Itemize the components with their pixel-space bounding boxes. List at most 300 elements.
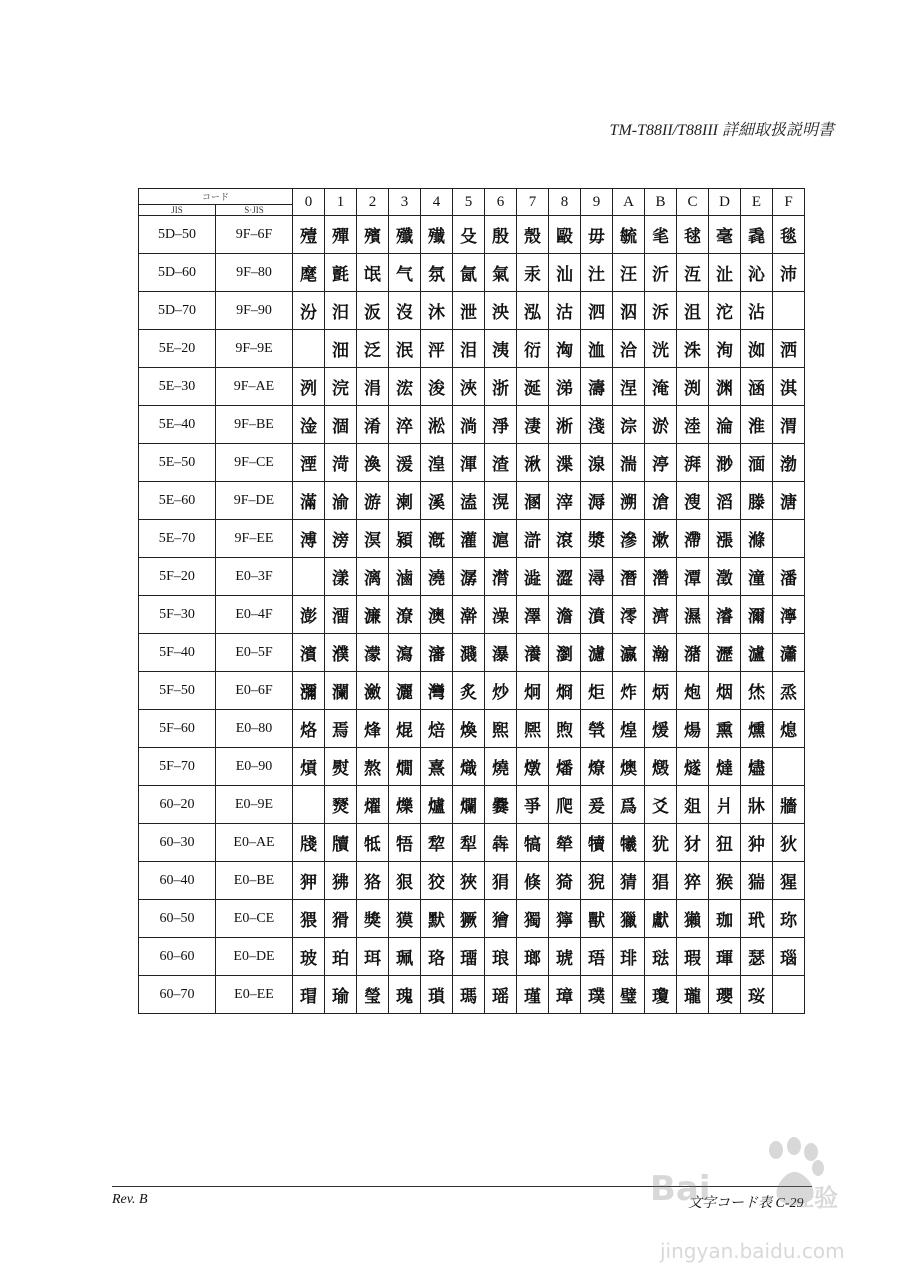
kanji-cell: 泛 (357, 330, 389, 368)
kanji-cell: 默 (421, 900, 453, 938)
jis-code-cell: 5E–40 (139, 406, 216, 444)
kanji-cell: 溪 (421, 482, 453, 520)
table-row (139, 254, 805, 292)
kanji-cell: 毬 (677, 216, 709, 254)
kanji-cell: 牴 (357, 824, 389, 862)
kanji-cell: 狷 (485, 862, 517, 900)
svg-text:jingyan.baidu.com: jingyan.baidu.com (660, 1239, 845, 1263)
sjis-code-cell: 9F–BE (216, 406, 293, 444)
kanji-cell: 漱 (645, 520, 677, 558)
kanji-cell: 溂 (389, 482, 421, 520)
kanji-cell: 燻 (741, 710, 773, 748)
sjis-code-cell: 9F–80 (216, 254, 293, 292)
kanji-cell: 澳 (421, 596, 453, 634)
kanji-cell: 牾 (389, 824, 421, 862)
kanji-cell: 澆 (421, 558, 453, 596)
kanji-cell: 焙 (421, 710, 453, 748)
kanji-cell: 滓 (549, 482, 581, 520)
kanji-cell: 氤 (453, 254, 485, 292)
sjis-code-cell: E0–5F (216, 634, 293, 672)
kanji-cell: 犲 (677, 824, 709, 862)
kanji-cell: 泪 (453, 330, 485, 368)
kanji-cell: 猥 (293, 900, 325, 938)
jis-code-cell: 5F–40 (139, 634, 216, 672)
kanji-cell: 瓔 (709, 976, 741, 1014)
kanji-cell: 燬 (645, 748, 677, 786)
kanji-cell: 濂 (357, 596, 389, 634)
jis-code-cell: 60–30 (139, 824, 216, 862)
kanji-cell: 炮 (677, 672, 709, 710)
kanji-cell: 沚 (709, 254, 741, 292)
kanji-cell: 淮 (741, 406, 773, 444)
kanji-cell: 湎 (741, 444, 773, 482)
kanji-cell: 獎 (357, 900, 389, 938)
kanji-cell: 洽 (613, 330, 645, 368)
kanji-cell: 狒 (325, 862, 357, 900)
footer-page-label: 文字コード表 C-29 (688, 1196, 804, 1211)
kanji-cell: 犂 (421, 824, 453, 862)
table-row (139, 292, 805, 330)
kanji-cell: 牀 (741, 786, 773, 824)
kanji-cell: 琲 (613, 938, 645, 976)
kanji-cell: 炳 (645, 672, 677, 710)
sjis-code-cell: E0–AE (216, 824, 293, 862)
kanji-cell: 湍 (613, 444, 645, 482)
kanji-cell: 煬 (677, 710, 709, 748)
kanji-cell: 滉 (485, 482, 517, 520)
kanji-cell: 气 (389, 254, 421, 292)
kanji-cell: 淨 (485, 406, 517, 444)
kanji-cell: 潭 (677, 558, 709, 596)
kanji-cell: 泄 (453, 292, 485, 330)
kanji-cell: 溟 (357, 520, 389, 558)
kanji-cell: 滲 (613, 520, 645, 558)
kanji-cell: 煌 (613, 710, 645, 748)
kanji-cell: 湃 (677, 444, 709, 482)
header-row-1 (139, 189, 805, 205)
kanji-cell: 濔 (741, 596, 773, 634)
kanji-cell: 淕 (677, 406, 709, 444)
kanji-cell: 滌 (741, 520, 773, 558)
kanji-cell: 浣 (325, 368, 357, 406)
kanji-cell: 猾 (325, 900, 357, 938)
table-row (139, 748, 805, 786)
hex-column-header: 3 (389, 189, 421, 216)
kanji-cell: 漑 (421, 520, 453, 558)
kanji-cell: 滕 (741, 482, 773, 520)
kanji-cell: 毯 (773, 216, 805, 254)
hex-column-header: 8 (549, 189, 581, 216)
sjis-code-cell: E0–90 (216, 748, 293, 786)
kanji-cell: 狆 (741, 824, 773, 862)
kanji-cell: 烟 (709, 672, 741, 710)
kanji-cell: 滂 (325, 520, 357, 558)
kanji-cell: 澑 (325, 596, 357, 634)
kanji-cell: 汳 (357, 292, 389, 330)
kanji-cell: 瀲 (357, 672, 389, 710)
kanji-cell: 犇 (485, 824, 517, 862)
kanji-cell: 烽 (357, 710, 389, 748)
kanji-cell: 狠 (389, 862, 421, 900)
kanji-cell: 沺 (325, 330, 357, 368)
jis-code-cell: 5F–30 (139, 596, 216, 634)
kanji-cell: 珸 (581, 938, 613, 976)
kanji-cell: 溥 (293, 520, 325, 558)
hex-column-header: E (741, 189, 773, 216)
kanji-cell: 淺 (581, 406, 613, 444)
kanji-cell: 焜 (389, 710, 421, 748)
kanji-cell: 濾 (581, 634, 613, 672)
table-row (139, 634, 805, 672)
kanji-cell: 潁 (389, 520, 421, 558)
kanji-cell: 淆 (357, 406, 389, 444)
kanji-cell: 熹 (421, 748, 453, 786)
kanji-cell: 滸 (517, 520, 549, 558)
kanji-cell: 滿 (293, 482, 325, 520)
kanji-cell: 殪 (293, 216, 325, 254)
kanji-cell: 獺 (677, 900, 709, 938)
kanji-cell: 猴 (709, 862, 741, 900)
kanji-cell: 濬 (709, 596, 741, 634)
kanji-cell: 泝 (645, 292, 677, 330)
hex-column-header: D (709, 189, 741, 216)
kanji-cell: 滬 (485, 520, 517, 558)
kanji-cell: 犹 (645, 824, 677, 862)
kanji-cell: 燔 (549, 748, 581, 786)
kanji-cell: 浚 (421, 368, 453, 406)
kanji-cell: 燎 (581, 748, 613, 786)
table-row (139, 710, 805, 748)
kanji-cell: 瀟 (773, 634, 805, 672)
table-row (139, 330, 805, 368)
kanji-cell: 泓 (517, 292, 549, 330)
sjis-code-cell: E0–EE (216, 976, 293, 1014)
kanji-cell: 瑟 (741, 938, 773, 976)
kanji-cell: 沱 (709, 292, 741, 330)
kanji-cell: 灣 (421, 672, 453, 710)
table-row (139, 216, 805, 254)
kanji-cell: 汢 (581, 254, 613, 292)
table-row (139, 672, 805, 710)
kanji-cell: 瑁 (293, 976, 325, 1014)
kanji-cell: 烙 (293, 710, 325, 748)
jis-code-cell: 5E–50 (139, 444, 216, 482)
kanji-cell: 熄 (773, 710, 805, 748)
kanji-cell: 浙 (485, 368, 517, 406)
kanji-cell: 珎 (773, 900, 805, 938)
kanji-cell: 渊 (709, 368, 741, 406)
kanji-cell: 濛 (357, 634, 389, 672)
baidu-watermark-logo (610, 1130, 850, 1270)
kanji-cell: 瑜 (325, 976, 357, 1014)
kanji-cell: 溘 (453, 482, 485, 520)
kanji-cell: 潺 (453, 558, 485, 596)
kanji-cell: 猜 (613, 862, 645, 900)
sjis-code-cell: 9F–90 (216, 292, 293, 330)
jis-code-cell: 5E–60 (139, 482, 216, 520)
kanji-cell: 麾 (293, 254, 325, 292)
kanji-cell: 漿 (581, 520, 613, 558)
kanji-cell: 毫 (709, 216, 741, 254)
kanji-cell (773, 976, 805, 1014)
kanji-cell: 涅 (613, 368, 645, 406)
kanji-cell: 沍 (677, 254, 709, 292)
kanji-cell: 濘 (773, 596, 805, 634)
kanji-cell: 涓 (357, 368, 389, 406)
jis-code-cell: 5D–50 (139, 216, 216, 254)
kanji-cell: 濆 (581, 596, 613, 634)
kanji-cell: 泯 (389, 330, 421, 368)
kanji-cell: 沁 (741, 254, 773, 292)
kanji-cell: 泗 (581, 292, 613, 330)
kanji-cell (773, 748, 805, 786)
kanji-cell: 涸 (325, 406, 357, 444)
kanji-cell: 玻 (293, 938, 325, 976)
kanji-cell: 滄 (645, 482, 677, 520)
kanji-cell: 浤 (389, 368, 421, 406)
kanji-cell: 犧 (613, 824, 645, 862)
kanji-cell: 澂 (709, 558, 741, 596)
sjis-code-cell: 9F–6F (216, 216, 293, 254)
hex-column-header: 0 (293, 189, 325, 216)
kanji-cell: 濮 (325, 634, 357, 672)
table-row (139, 938, 805, 976)
kanji-cell: 瀑 (485, 634, 517, 672)
jis-code-cell: 5E–20 (139, 330, 216, 368)
kanji-cell: 炸 (613, 672, 645, 710)
kanji-cell: 狄 (773, 824, 805, 862)
sjis-code-cell: E0–6F (216, 672, 293, 710)
hex-column-header: 1 (325, 189, 357, 216)
kanji-cell: 倏 (517, 862, 549, 900)
kanji-cell: 泙 (421, 330, 453, 368)
kanji-cell: 犢 (581, 824, 613, 862)
kanji-cell: 潸 (485, 558, 517, 596)
kanji-cell: 渣 (485, 444, 517, 482)
hex-column-header: 7 (517, 189, 549, 216)
table-row (139, 558, 805, 596)
kanji-cell: 洙 (677, 330, 709, 368)
kanji-cell: 爛 (453, 786, 485, 824)
kanji-cell: 瑯 (517, 938, 549, 976)
sjis-code-cell: 9F–AE (216, 368, 293, 406)
sjis-code-cell: 9F–CE (216, 444, 293, 482)
kanji-cell: 爼 (677, 786, 709, 824)
kanji-cell: 琿 (709, 938, 741, 976)
hex-column-header: B (645, 189, 677, 216)
kanji-cell: 漾 (325, 558, 357, 596)
kanji-cell: 烝 (773, 672, 805, 710)
kanji-cell: 瓏 (677, 976, 709, 1014)
kanji-cell: 洸 (645, 330, 677, 368)
jis-code-cell: 5F–20 (139, 558, 216, 596)
kanji-cell: 珞 (421, 938, 453, 976)
kanji-cell: 毋 (581, 216, 613, 254)
kanji-cell: 漓 (357, 558, 389, 596)
table-row (139, 444, 805, 482)
jis-header: JIS (139, 205, 216, 216)
kanji-cell: 璧 (613, 976, 645, 1014)
kanji-cell: 淞 (421, 406, 453, 444)
kanji-cell: 潼 (741, 558, 773, 596)
kanji-cell: 猗 (549, 862, 581, 900)
jis-code-cell: 5D–70 (139, 292, 216, 330)
kanji-cell: 洶 (549, 330, 581, 368)
kanji-cell: 灑 (389, 672, 421, 710)
kanji-cell: 珮 (389, 938, 421, 976)
kanji-cell: 熬 (357, 748, 389, 786)
kanji-cell: 煢 (581, 710, 613, 748)
kanji-cell: 洟 (485, 330, 517, 368)
kanji-cell: 爨 (485, 786, 517, 824)
table-row (139, 786, 805, 824)
kanji-cell: 狎 (293, 862, 325, 900)
kanji-cell: 瑕 (677, 938, 709, 976)
kanji-cell: 殯 (357, 216, 389, 254)
kanji-cell: 燵 (709, 748, 741, 786)
kanji-cell: 濤 (581, 368, 613, 406)
kanji-cell: 渫 (549, 444, 581, 482)
kanji-cell: 湲 (389, 444, 421, 482)
kanji-cell: 澎 (293, 596, 325, 634)
kanji-cell: 渕 (677, 368, 709, 406)
kanji-cell: 璋 (549, 976, 581, 1014)
kanji-cell: 瀚 (645, 634, 677, 672)
kanji-cell: 獨 (517, 900, 549, 938)
kanji-cell: 沾 (741, 292, 773, 330)
kanji-cell: 潘 (773, 558, 805, 596)
sjis-code-cell: E0–3F (216, 558, 293, 596)
kanji-cell: 殱 (421, 216, 453, 254)
table-row (139, 482, 805, 520)
hex-column-header: C (677, 189, 709, 216)
kanji-cell: 汞 (517, 254, 549, 292)
sjis-code-cell: E0–BE (216, 862, 293, 900)
hex-column-header: 4 (421, 189, 453, 216)
kanji-cell: 沮 (677, 292, 709, 330)
kanji-cell: 湶 (581, 444, 613, 482)
kanji-cell: 澀 (549, 558, 581, 596)
kanji-cell: 沛 (773, 254, 805, 292)
sjis-code-cell: 9F–9E (216, 330, 293, 368)
jis-code-cell: 5D–60 (139, 254, 216, 292)
kanji-cell: 爍 (389, 786, 421, 824)
kanji-cell: 炙 (453, 672, 485, 710)
kanji-cell: 澤 (517, 596, 549, 634)
kanji-cell: 狃 (709, 824, 741, 862)
kanji-cell: 猝 (677, 862, 709, 900)
kanji-cell: 猊 (581, 862, 613, 900)
kanji-cell: 毟 (645, 216, 677, 254)
kanji-cell: 涕 (549, 368, 581, 406)
kanji-cell: 燗 (389, 748, 421, 786)
kanji-cell: 溲 (677, 482, 709, 520)
kanji-cell: 瀰 (293, 672, 325, 710)
kanji-cell: 珈 (709, 900, 741, 938)
kanji-cell (293, 558, 325, 596)
kanji-cell: 牘 (325, 824, 357, 862)
sjis-code-cell: 9F–EE (216, 520, 293, 558)
kanji-cell: 毳 (741, 216, 773, 254)
kanji-cell: 渺 (709, 444, 741, 482)
kanji-cell: 淪 (709, 406, 741, 444)
kanji-cell: 洳 (741, 330, 773, 368)
kanji-cell: 溷 (517, 482, 549, 520)
kanji-cell: 氣 (485, 254, 517, 292)
jis-code-cell: 5E–30 (139, 368, 216, 406)
kanji-cell (773, 292, 805, 330)
kanji-cell: 灌 (453, 520, 485, 558)
kanji-cell: 沽 (549, 292, 581, 330)
kanji-cell: 澁 (517, 558, 549, 596)
kanji-cell: 滯 (677, 520, 709, 558)
kanji-cell: 熾 (453, 748, 485, 786)
kanji-cell: 濺 (453, 634, 485, 672)
kanji-cell: 淬 (389, 406, 421, 444)
kanji-cell: 燹 (325, 786, 357, 824)
kanji-cell: 琺 (645, 938, 677, 976)
kanji-cell: 滷 (389, 558, 421, 596)
kanji-cell: 玳 (741, 900, 773, 938)
kanji-cell: 溯 (613, 482, 645, 520)
kanji-cell: 璢 (453, 938, 485, 976)
jis-code-cell: 5F–50 (139, 672, 216, 710)
kanji-cell: 瑪 (453, 976, 485, 1014)
kanji-cell: 汾 (293, 292, 325, 330)
kanji-cell: 濕 (677, 596, 709, 634)
kanji-cell: 璞 (581, 976, 613, 1014)
kanji-cell: 猖 (645, 862, 677, 900)
kanji-cell: 燠 (613, 748, 645, 786)
kanji-cell: 煕 (485, 710, 517, 748)
kanji-cell: 獵 (613, 900, 645, 938)
kanji-cell: 汨 (325, 292, 357, 330)
sjis-code-cell: E0–4F (216, 596, 293, 634)
kanji-cell: 燼 (741, 748, 773, 786)
table-row (139, 862, 805, 900)
hex-column-header: A (613, 189, 645, 216)
sjis-code-cell: E0–80 (216, 710, 293, 748)
kanji-cell: 瓊 (645, 976, 677, 1014)
kanji-cell: 沂 (645, 254, 677, 292)
kanji-cell: 熨 (325, 748, 357, 786)
kanji-cell: 潯 (581, 558, 613, 596)
footer-revision: Rev. B (112, 1192, 148, 1207)
kanji-cell: 焉 (325, 710, 357, 748)
svg-text:经验: 经验 (790, 1184, 838, 1212)
kanji-cell: 濳 (645, 558, 677, 596)
kanji-cell (293, 330, 325, 368)
kanji-cell: 獪 (485, 900, 517, 938)
jis-code-cell: 5E–70 (139, 520, 216, 558)
kanji-cell: 殷 (485, 216, 517, 254)
kanji-cell: 潴 (677, 634, 709, 672)
kanji-cell: 狢 (357, 862, 389, 900)
kanji-cell: 狹 (453, 862, 485, 900)
kanji-cell: 犁 (453, 824, 485, 862)
hex-column-header: F (773, 189, 805, 216)
table-row (139, 976, 805, 1014)
kanji-cell: 獗 (453, 900, 485, 938)
hex-column-header: 9 (581, 189, 613, 216)
character-code-table (138, 188, 805, 1014)
table-row (139, 406, 805, 444)
kanji-cell: 炒 (485, 672, 517, 710)
kanji-cell: 珀 (325, 938, 357, 976)
kanji-cell: 獏 (389, 900, 421, 938)
kanji-cell: 燿 (357, 786, 389, 824)
kanji-cell: 爬 (549, 786, 581, 824)
